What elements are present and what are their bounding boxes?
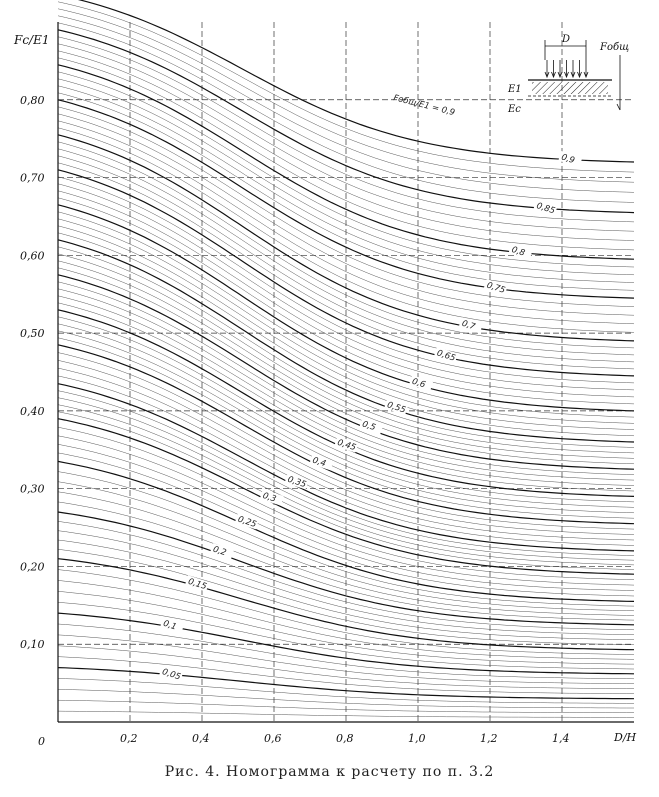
inset-d-label: D [562,34,571,45]
curve-label-0: 0,9 [559,152,576,167]
origin-label: 0 [38,735,45,748]
inset-ec-label: Ec [508,104,521,115]
curve-label-17: 0,05 [160,667,182,683]
y-tick-label-1: 0,20 [20,560,45,574]
inset-e1-label: E1 [508,84,522,95]
curve-6 [58,205,634,411]
curve-label-4: 0,7 [460,318,477,333]
y-tick-label-5: 0,60 [20,249,45,263]
x-end-label: D/H [614,731,637,744]
curve-label-14: 0,2 [211,544,228,559]
y-axis-title-text: Fc/E1 [14,33,50,47]
x-tick-label-2: 0,6 [264,732,282,745]
figure-caption: Рис. 4. Номограмма к расчету по п. 3.2 [164,764,495,780]
curve-label-12: 0,3 [261,490,278,505]
inset-layer-hatch [532,82,608,94]
curve-family-label: Fобщ/E1 = 0,9 [392,93,456,119]
x-tick-label-4: 1,0 [408,732,426,745]
x-tick-label-3: 0,8 [336,732,354,745]
thin-curve-16 [58,142,634,348]
x-tick-label-1: 0,4 [192,732,210,745]
thin-curve-65 [58,635,634,684]
x-tick-label-5: 1,2 [480,732,498,745]
curve-label-6: 0,6 [410,376,427,391]
y-tick-label-3: 0,40 [20,404,45,418]
curve-label-16: 0,1 [161,618,178,633]
y-tick-label-0: 0,10 [20,638,45,652]
curve-label-9: 0,45 [335,437,358,454]
curve-label-3: 0,75 [485,280,507,296]
y-tick-label-2: 0,30 [20,482,45,496]
x-tick-label-6: 1,4 [552,732,570,745]
curve-labels-layer [159,151,582,683]
tick-labels-layer [20,94,570,745]
curve-label-11: 0,35 [286,474,308,491]
y-axis-title [13,33,49,47]
y-tick-label-7: 0,80 [20,93,45,107]
y-tick-label-6: 0,70 [20,171,45,185]
curve-label-10: 0,4 [311,455,328,470]
inset-f-label: Fобщ [600,42,630,53]
curve-label-13: 0,25 [236,514,258,531]
inset-f-arrow-head [617,104,620,110]
inset-load-arrows [545,60,588,77]
x-tick-label-0: 0,2 [120,732,138,745]
curve-label-5: 0,65 [435,348,457,364]
load-schematic-inset [507,34,629,115]
curve-label-1: 0,85 [535,201,557,217]
curve-label-8: 0,5 [360,419,377,434]
curve-label-15: 0,15 [186,576,208,593]
curve-label-7: 0,55 [385,400,407,416]
y-tick-label-4: 0,50 [20,327,45,341]
curve-label-2: 0,8 [510,245,527,259]
